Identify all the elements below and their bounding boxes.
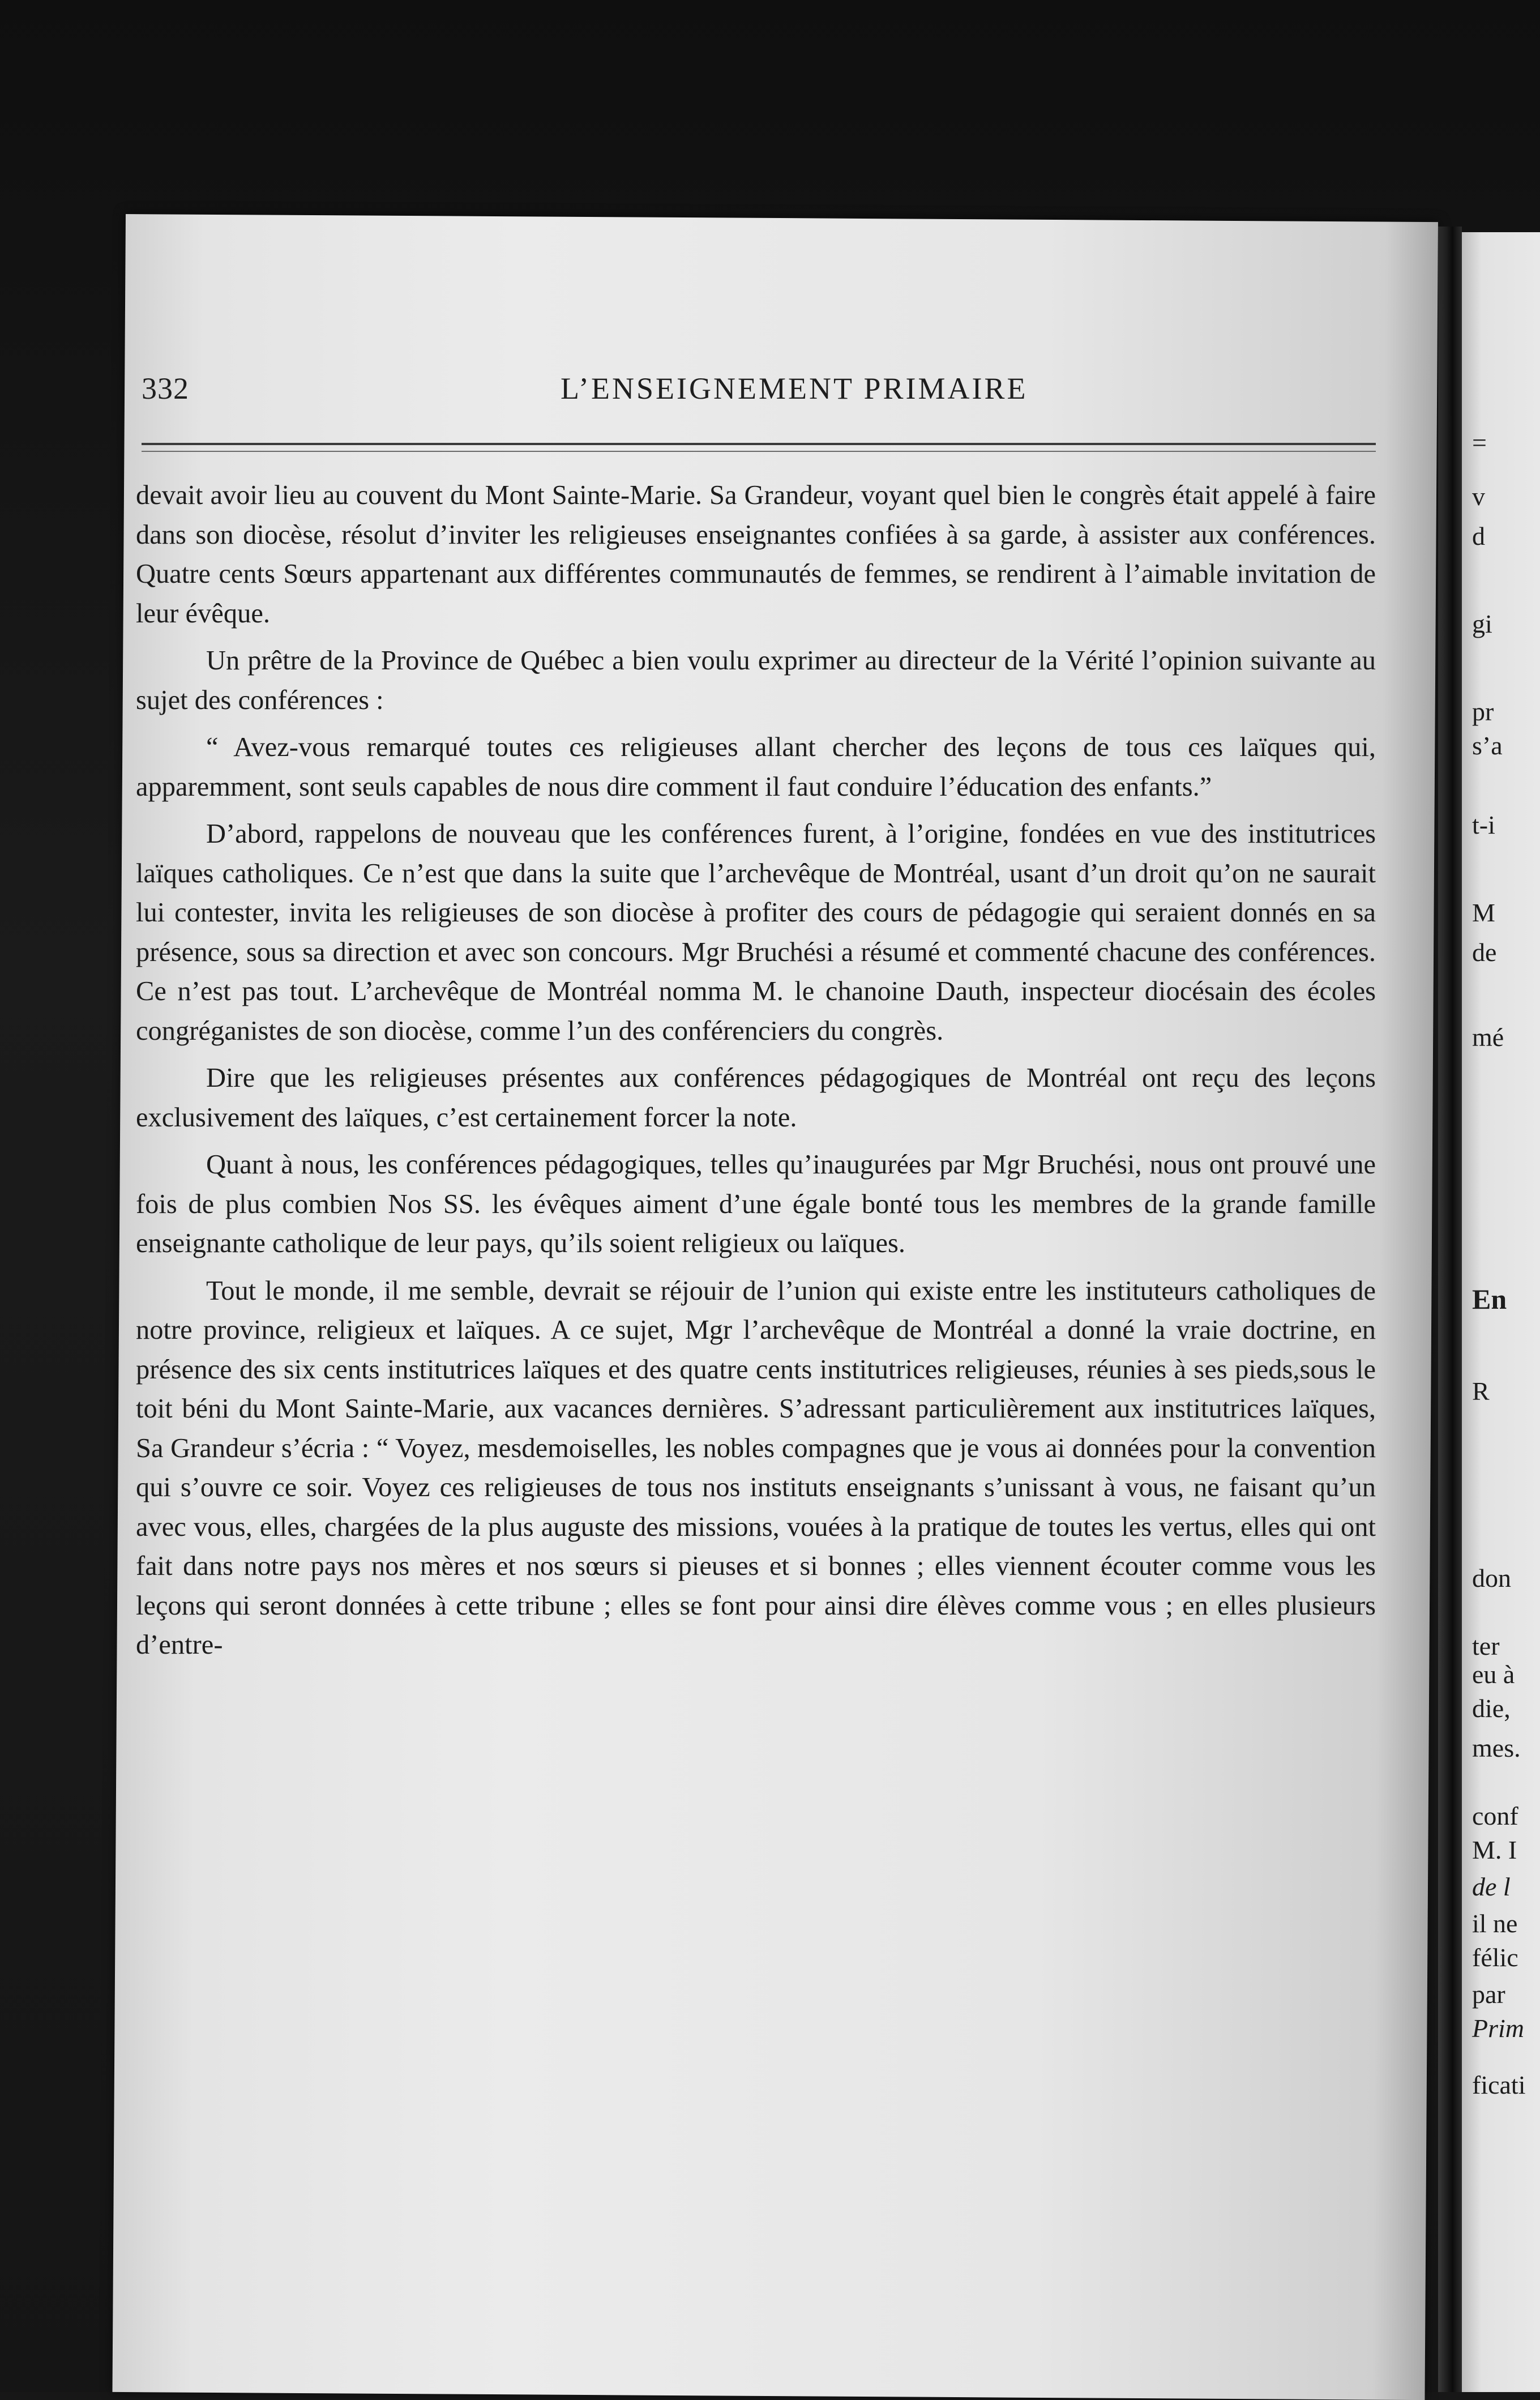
running-title: L’ENSEIGNEMENT PRIMAIRE <box>561 371 1028 405</box>
paragraph: Tout le monde, il me semble, devrait se réjouir de l’union qui existe entre les instituteurs catholiques de notre province, religieux et laïques. A ce sujet, Mgr l’archevêque de Montréal a donné la vraie doctrine, en présence des six cents institutrices laïques et des quatre cents institutrices religieuses, réunies à ses pieds,sous le toit béni du Mont Sainte-Marie, aux vacances dernières. S’adressant particulièrement aux institutrices laïques, Sa Grandeur s’écria : “ Voyez, mesdemoiselles, les nobles compagnes que je vous ai données pour la convention qui s’ouvre ce soir. Voyez ces religieuses de tous nos instituts enseignants s’unissant à vous, ne faisant qu’un avec vous, elles, chargées de la plus auguste des missions, vouées à la pratique de toutes les vertus, elles qui ont fait dans notre pays nos mères et nos sœurs si pieuses et si bonnes ; elles viennent écouter comme vous les leçons qui seront données à cette tribune ; elles se font pour ainsi dire élèves comme vous ; en elles plusieurs d’entre- <box>136 1275 1376 1660</box>
paragraph: Un prêtre de la Province de Québec a bien voulu exprimer au directeur de la Vérité l’opinion suivante au sujet des conférences : <box>136 646 1376 715</box>
next-page-fragment: ficati <box>1472 2070 1526 2099</box>
next-page-fragment: conf <box>1472 1801 1518 1830</box>
next-page-fragment: il ne <box>1472 1909 1518 1938</box>
page-header <box>142 371 1376 416</box>
next-page-fragment: s’a <box>1472 731 1503 760</box>
next-page-fragment: t-i <box>1472 810 1495 839</box>
next-page-fragment: don <box>1472 1564 1511 1592</box>
body-text <box>136 476 1376 1665</box>
next-page-fragment: R <box>1472 1377 1490 1406</box>
next-page-fragment: de l <box>1472 1872 1511 1901</box>
next-page-fragment: eu à <box>1472 1660 1515 1689</box>
next-page-fragment: mes. <box>1472 1733 1521 1762</box>
header-rule <box>142 443 1376 452</box>
next-page-fragment: mé <box>1472 1023 1504 1052</box>
next-page-fragment: ter <box>1472 1632 1500 1660</box>
next-page-fragment: félic <box>1472 1943 1518 1972</box>
next-page-fragment: die, <box>1472 1694 1511 1723</box>
next-page-fragment: Prim <box>1472 2014 1524 2043</box>
paragraph: “ Avez-vous remarqué toutes ces religieuses allant chercher des leçons de tous ces laïques qui, apparemment, sont seuls capables de nous dire comment il faut conduire l’éducation des enfants.” <box>136 732 1376 802</box>
next-page-fragment: M <box>1472 898 1495 927</box>
book-gutter <box>1438 227 1462 2392</box>
next-page-fragment: gi <box>1472 609 1492 638</box>
next-page-fragment: v <box>1472 482 1485 511</box>
next-page-fragment: M. I <box>1472 1835 1517 1864</box>
paragraph: Dire que les religieuses présentes aux conférences pédagogiques de Montréal ont reçu des leçons exclusivement des laïques, c’est certainement forcer la note. <box>136 1063 1376 1133</box>
next-page-fragment: En <box>1472 1283 1507 1315</box>
next-page-fragment: pr <box>1472 697 1494 726</box>
page-number: 332 <box>142 371 189 405</box>
next-page-fragment: d <box>1472 522 1485 550</box>
paragraph: Quant à nous, les conférences pédagogiques, telles qu’inaugurées par Mgr Bruchési, nous ont prouvé une fois de plus combien Nos SS. les évêques aiment d’une égale bonté tous les membres de la grande famille enseignante catholique de leur pays, qu’ils soient religieux ou laïques. <box>136 1150 1376 1258</box>
next-page-fragment: = <box>1472 428 1487 457</box>
paragraph: devait avoir lieu au couvent du Mont Sainte-Marie. Sa Grandeur, voyant quel bien le congrès était appelé à faire dans son diocèse, résolut d’inviter les religieuses enseignantes confiées à sa garde, à assister aux conférences. Quatre cents Sœurs appartenant aux différentes communautés de femmes, se rendirent à l’aimable invitation de leur évêque. <box>136 480 1376 629</box>
paragraph: D’abord, rappelons de nouveau que les conférences furent, à l’origine, fondées en vue des institutrices laïques catholiques. Ce n’est que dans la suite que l’archevêque de Montréal, usant d’un droit qu’on ne saurait lui contester, invita les religieuses de son diocèse à profiter des cours de pédagogie qui seraient donnés en sa présence, sous sa direction et avec son concours. Mgr Bruchési a résumé et commenté chacune des conférences. Ce n’est pas tout. L’archevêque de Montréal nomma M. le chanoine Dauth, inspecteur diocésain des écoles congréganistes de son diocèse, comme l’un des conférenciers du congrès. <box>136 819 1376 1046</box>
next-page-fragment: par <box>1472 1980 1505 2009</box>
next-page-fragment: de <box>1472 938 1497 967</box>
